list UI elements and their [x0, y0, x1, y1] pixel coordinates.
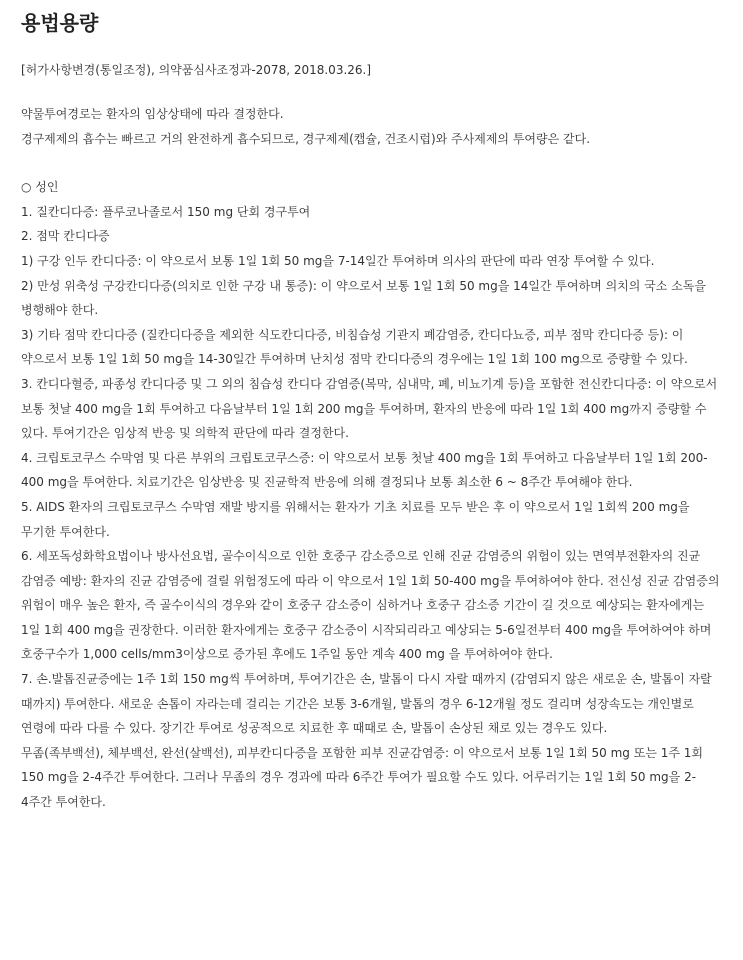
revision-note: [허가사항변경(통일조정), 의약품심사조정과-2078, 2018.03.26.] [21, 63, 372, 77]
intro-paragraph: 약물투여경로는 환자의 임상상태에 따라 결정한다. [21, 107, 284, 121]
dosage-item: 4. 크립토코쿠스 수막염 및 다른 부위의 크립토코쿠스증: 이 약으로서 보통 첫날 400 mg을 1회 투여하고 다음날부터 1일 1회 200-400 mg을 투여한다. 치료기간은 임상반응 및 진균학적 반응에 의해 결정되나 보통 최소한 6 ~ 8주간 투여해야 한다. [21, 450, 708, 490]
dosage-item: 1. 질칸디다증: 플루코나졸로서 150 mg 단회 경구투여 [21, 204, 311, 219]
dosage-item: 1) 구강 인두 칸디다증: 이 약으로서 보통 1일 1회 50 mg을 7-14일간 투여하며 의사의 판단에 따라 연장 투여할 수 있다. [21, 253, 655, 268]
dosage-item: 2) 만성 위축성 구강칸디다증(의치로 인한 구강 내 통증): 이 약으로서 보통 1일 1회 50 mg을 14일간 투여하며 의치의 국소 소독을 병행해야 한다. [21, 278, 706, 318]
dosage-item: 3. 칸디다혈증, 파종성 칸디다증 및 그 외의 침습성 칸디다 감염증(복막, 심내막, 폐, 비뇨기계 등)을 포함한 전신칸디다증: 이 약으로서 보통 첫날 400 mg을 1회 투여하고 다음날부터 1일 1회 200 mg을 투여하며, 환자의 반응에 따라 1일 1회 400 mg까지 증량할 수 있다. 투여기간은 임상적 반응 및 의학적 판단에 따라 결정한다. [21, 376, 718, 441]
dosage-item: 5. AIDS 환자의 크립토코쿠스 수막염 재발 방지를 위해서는 환자가 기초 치료를 모두 받은 후 이 약으로서 1일 1회씩 200 mg을 무기한 투여한다. [21, 499, 690, 539]
dosage-item: 7. 손.발톱진균증에는 1주 1회 150 mg씩 투여하며, 투여기간은 손, 발톱이 다시 자랄 때까지 (감염되지 않은 새로운 손, 발톱이 자랄 때까지) 투여한다. 새로운 손톱이 자라는데 걸리는 기간은 보통 3-6개월, 발톱의 경우 6-12개월 정도 걸리며 성장속도는 개인별로 연령에 따라 다를 수 있다. 장기간 투여로 성공적으로 치료한 후 때때로 손, 발톱이 손상된 채로 있는 경우도 있다. [21, 672, 712, 736]
dosage-content [21, 102, 721, 815]
paragraph-spacer [21, 151, 721, 175]
intro-paragraph: 경구제제의 흡수는 빠르고 거의 완전하게 흡수되므로, 경구제제(캡슐, 건조시럽)와 주사제제의 투여량은 같다. [21, 131, 591, 146]
dosage-item: 2. 점막 칸디다증 [21, 229, 110, 244]
dosage-item: 무좀(족부백선), 체부백선, 완선(살백선), 피부칸디다증을 포함한 피부 진균감염증: 이 약으로서 보통 1일 1회 50 mg 또는 1주 1회 150 mg을 2-4주간 투여한다. 그러나 무좀의 경우 경과에 따라 6주간 투여가 필요할 수도 있다. 어루러기는 1일 1회 50 mg을 2-4주간 투여한다. [21, 745, 704, 810]
dosage-item: 6. 세포독성화학요법이나 방사선요법, 골수이식으로 인한 호중구 감소증으로 인해 진균 감염증의 위험이 있는 면역부전환자의 진균 감염증 예방: 환자의 진균 감염증에 걸릴 위험정도에 따라 이 약으로서 1일 1회 50-400 mg을 투여하여야 한다. 전신성 진균 감염증의 위험이 매우 높은 환자, 즉 골수이식의 경우와 같이 호중구 감소증이 심하거나 호중구 감소증 기간이 길 것으로 예상되는 환자에게는 1일 1회 400 mg을 권장한다. 이러한 환자에게는 호중구 감소증이 시작되리라고 예상되는 5-6일전부터 400 mg을 투여하여야 하며 호중구수가 1,000 cells/mm3이상으로 증가된 후에도 1주일 동안 계속 400 mg 을 투여하여야 한다. [21, 549, 720, 662]
dosage-item: 3) 기타 점막 칸디다증 (질칸디다증을 제외한 식도칸디다증, 비침습성 기관지 폐감염증, 칸디다뇨증, 피부 점막 칸디다증 등): 이 약으로서 보통 1일 1회 50 mg을 14-30일간 투여하며 난치성 점막 칸디다증의 경우에는 1일 1회 100 mg으로 증량할 수 있다. [21, 327, 688, 367]
page-title: 용법용량 [21, 11, 99, 35]
section-heading-adult: ○ 성인 [21, 180, 59, 195]
